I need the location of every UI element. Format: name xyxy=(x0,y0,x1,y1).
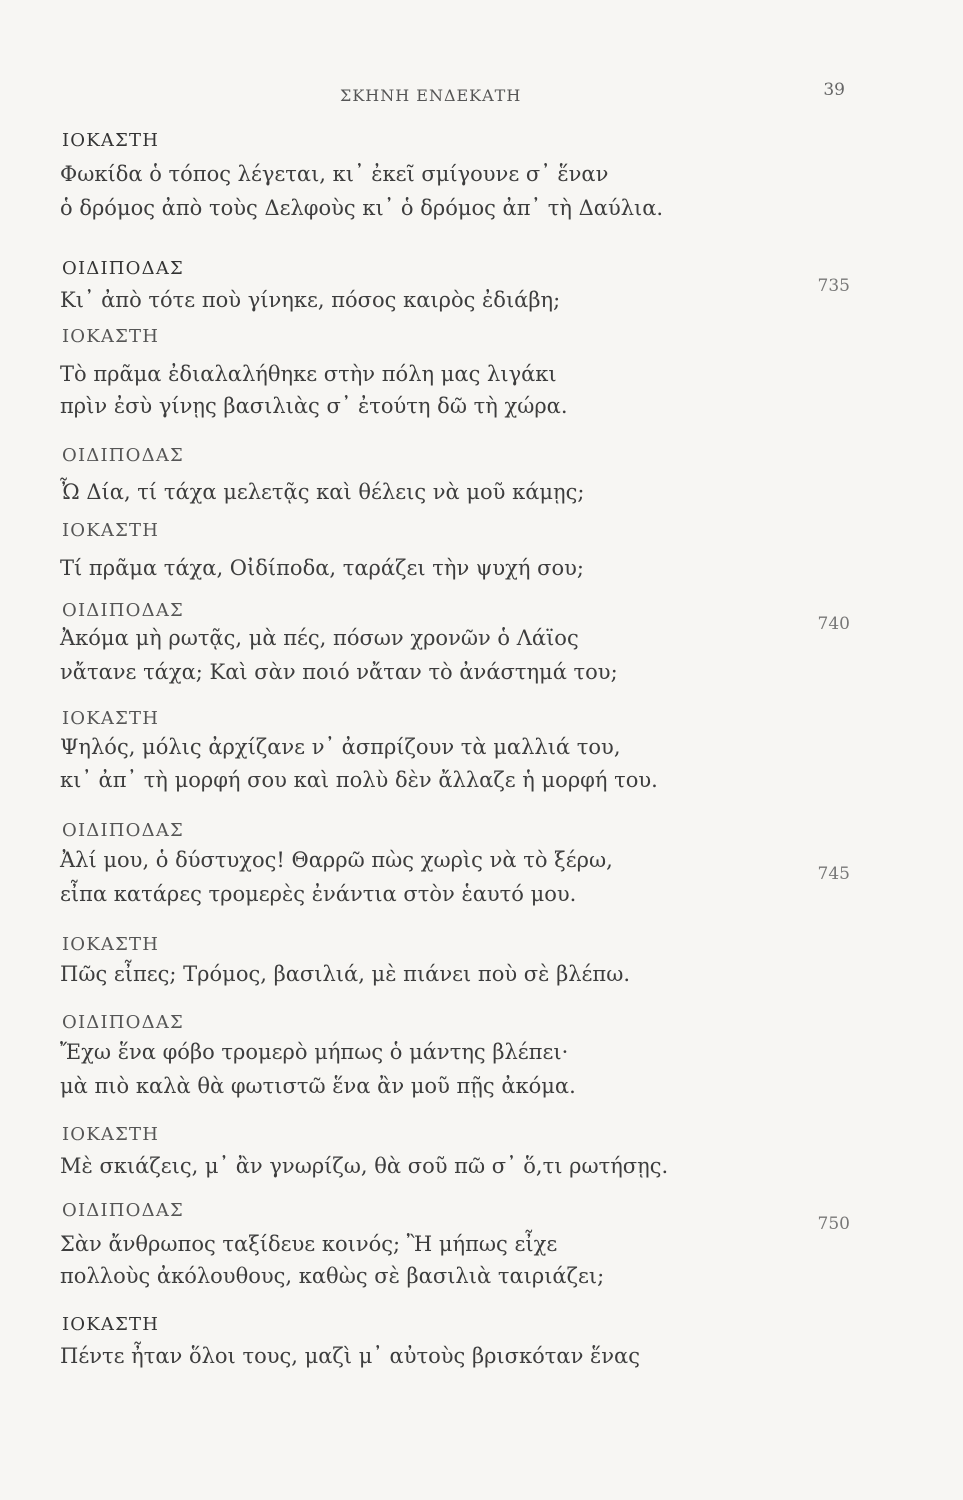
speaker-name: ΙΟΚΑΣΤΗ xyxy=(62,708,160,729)
speaker-name: ΙΟΚΑΣΤΗ xyxy=(62,1314,160,1335)
line-number: 735 xyxy=(817,276,850,296)
running-head: ΣΚΗΝΗ ΕΝΔΕΚΑΤΗ xyxy=(340,86,522,105)
verse-line: ὁ δρόμος ἀπὸ τοὺς Δελφοὺς κι᾽ ὁ δρόμος ἀπ᾽ τὴ Δαύλια. xyxy=(60,196,664,220)
line-number: 740 xyxy=(817,614,850,634)
verse-line: Κι᾽ ἀπὸ τότε ποὺ γίνηκε, πόσος καιρὸς ἐδιάβη; xyxy=(60,288,561,312)
speaker-name: ΟΙΔΙΠΟΔΑΣ xyxy=(62,1012,184,1033)
verse-line: Μὲ σκιάζεις, μ᾽ ἂν γνωρίζω, θὰ σοῦ πῶ σ᾽ ὅ,τι ρωτήσῃς. xyxy=(60,1154,669,1178)
verse-line: πρὶν ἐσὺ γίνῃς βασιλιὰς σ᾽ ἐτούτη δῶ τὴ χώρα. xyxy=(60,394,568,418)
speaker-name: ΟΙΔΙΠΟΔΑΣ xyxy=(62,600,184,621)
speaker-name: ΙΟΚΑΣΤΗ xyxy=(62,520,160,541)
verse-line: κι᾽ ἀπ᾽ τὴ μορφή σου καὶ πολὺ δὲν ἄλλαζε ἡ μορφή του. xyxy=(60,768,658,792)
verse-line: Ὦ Δία, τί τάχα μελετᾷς καὶ θέλεις νὰ μοῦ κάμῃς; xyxy=(60,480,585,504)
verse-line: μὰ πιὸ καλὰ θὰ φωτιστῶ ἕνα ἂν μοῦ πῇς ἀκόμα. xyxy=(60,1074,576,1098)
verse-line: Πῶς εἶπες; Τρόμος, βασιλιά, μὲ πιάνει ποὺ σὲ βλέπω. xyxy=(60,962,631,986)
verse-line: Ἀλί μου, ὁ δύστυχος! Θαρρῶ πὼς χωρὶς νὰ τὸ ξέρω, xyxy=(60,848,613,872)
verse-line: Ἀκόμα μὴ ρωτᾷς, μὰ πές, πόσων χρονῶν ὁ Λάϊος xyxy=(60,626,579,650)
speaker-name: ΟΙΔΙΠΟΔΑΣ xyxy=(62,445,184,466)
verse-line: Φωκίδα ὁ τόπος λέγεται, κι᾽ ἐκεῖ σμίγουνε σ᾽ ἕναν xyxy=(60,162,609,186)
line-number: 745 xyxy=(817,864,850,884)
speaker-name: ΟΙΔΙΠΟΔΑΣ xyxy=(62,258,184,279)
speaker-name: ΟΙΔΙΠΟΔΑΣ xyxy=(62,1200,184,1221)
speaker-name: ΙΟΚΑΣΤΗ xyxy=(62,130,160,151)
verse-line: Τί πρᾶμα τάχα, Οἰδίποδα, ταράζει τὴν ψυχή σου; xyxy=(60,556,584,580)
page-number: 39 xyxy=(823,80,845,100)
line-number: 750 xyxy=(817,1214,850,1234)
verse-line: νἄτανε τάχα; Καὶ σὰν ποιό νἄταν τὸ ἀνάστημά του; xyxy=(60,660,618,684)
speaker-name: ΙΟΚΑΣΤΗ xyxy=(62,1124,160,1145)
verse-line: Ἔχω ἕνα φόβο τρομερὸ μήπως ὁ μάντης βλέπει· xyxy=(60,1040,569,1064)
verse-line: Τὸ πρᾶμα ἐδιαλαλήθηκε στὴν πόλη μας λιγάκι xyxy=(60,362,557,386)
verse-line: Ψηλός, μόλις ἀρχίζανε ν᾽ ἀσπρίζουν τὰ μαλλιά του, xyxy=(60,735,621,759)
speaker-name: ΟΙΔΙΠΟΔΑΣ xyxy=(62,820,184,841)
verse-line: Πέντε ἦταν ὅλοι τους, μαζὶ μ᾽ αὐτοὺς βρισκόταν ἕνας xyxy=(60,1344,640,1368)
speaker-name: ΙΟΚΑΣΤΗ xyxy=(62,934,160,955)
verse-line: πολλοὺς ἀκόλουθους, καθὼς σὲ βασιλιὰ ταιριάζει; xyxy=(60,1264,605,1288)
verse-line: εἶπα κατάρες τρομερὲς ἐνάντια στὸν ἑαυτό μου. xyxy=(60,882,577,906)
speaker-name: ΙΟΚΑΣΤΗ xyxy=(62,326,160,347)
verse-line: Σὰν ἄνθρωπος ταξίδευε κοινός; Ἢ μήπως εἶχε xyxy=(60,1232,558,1256)
